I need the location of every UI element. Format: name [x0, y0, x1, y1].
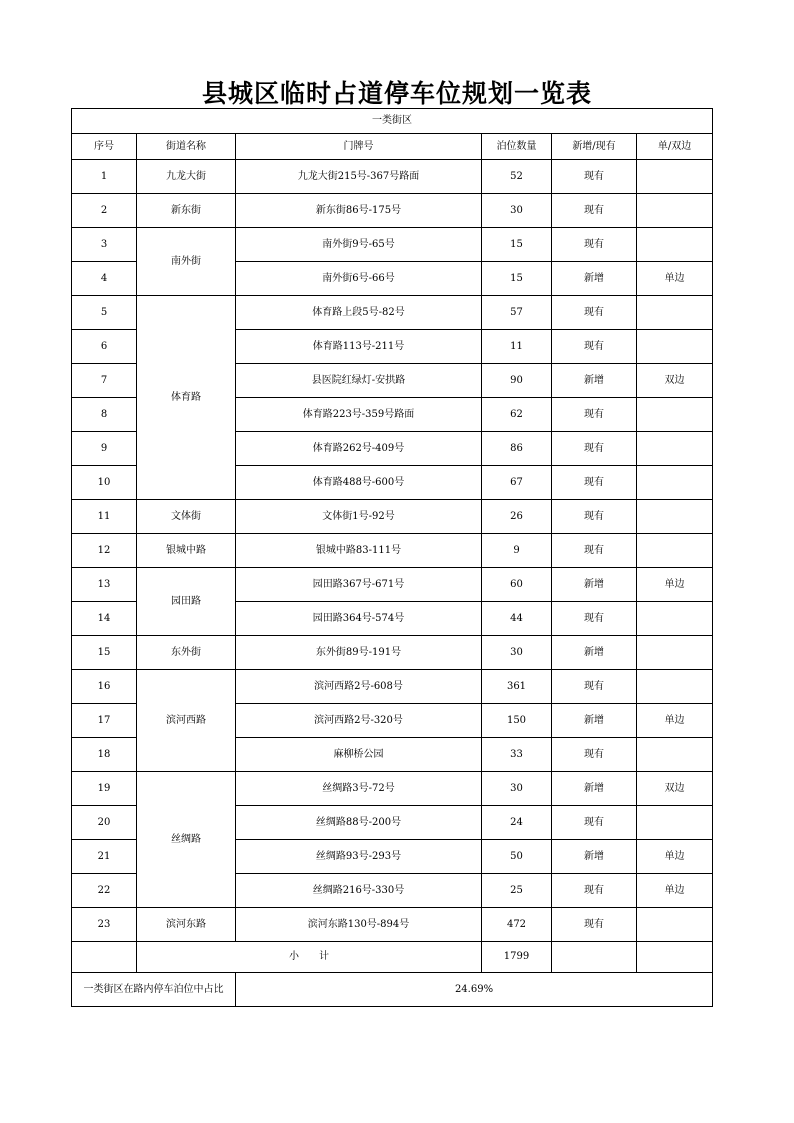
street-name: 南外街: [137, 228, 236, 296]
parking-count: 24: [482, 806, 552, 840]
street-name: 体育路: [137, 296, 236, 500]
row-number: 15: [72, 636, 137, 670]
header-address: 门牌号: [236, 134, 482, 160]
address: 丝绸路88号-200号: [236, 806, 482, 840]
street-name: 园田路: [137, 568, 236, 636]
parking-count: 50: [482, 840, 552, 874]
table-row: [72, 534, 713, 568]
status: 现有: [552, 296, 637, 330]
status: 现有: [552, 534, 637, 568]
status: 现有: [552, 908, 637, 942]
row-number: 22: [72, 874, 137, 908]
address: 体育路488号-600号: [236, 466, 482, 500]
table-row: [72, 500, 713, 534]
side: 双边: [637, 364, 713, 398]
address: 文体街1号-92号: [236, 500, 482, 534]
status: 现有: [552, 398, 637, 432]
side: [637, 432, 713, 466]
row-number: 11: [72, 500, 137, 534]
header-count: 泊位数量: [482, 134, 552, 160]
side: 单边: [637, 704, 713, 738]
row-number: 7: [72, 364, 137, 398]
side: [637, 398, 713, 432]
street-name: 银城中路: [137, 534, 236, 568]
subtotal-blank-type: [552, 942, 637, 973]
address: 银城中路83-111号: [236, 534, 482, 568]
status: 现有: [552, 670, 637, 704]
header-street: 街道名称: [137, 134, 236, 160]
row-number: 8: [72, 398, 137, 432]
parking-count: 15: [482, 262, 552, 296]
street-name: 滨河西路: [137, 670, 236, 772]
status: 新增: [552, 772, 637, 806]
row-number: 10: [72, 466, 137, 500]
row-number: 17: [72, 704, 137, 738]
status: 现有: [552, 466, 637, 500]
address: 丝绸路3号-72号: [236, 772, 482, 806]
parking-count: 33: [482, 738, 552, 772]
row-number: 6: [72, 330, 137, 364]
status: 新增: [552, 364, 637, 398]
row-number: 23: [72, 908, 137, 942]
side: [637, 296, 713, 330]
side: [637, 602, 713, 636]
side: 双边: [637, 772, 713, 806]
header-row: [72, 134, 713, 160]
parking-count: 30: [482, 772, 552, 806]
parking-count: 15: [482, 228, 552, 262]
parking-count: 11: [482, 330, 552, 364]
side: [637, 636, 713, 670]
side: [637, 228, 713, 262]
row-number: 12: [72, 534, 137, 568]
status: 现有: [552, 228, 637, 262]
status: 现有: [552, 330, 637, 364]
side: [637, 738, 713, 772]
status: 新增: [552, 568, 637, 602]
ratio-value: 24.69%: [236, 973, 713, 1007]
table-row: [72, 670, 713, 704]
parking-count: 30: [482, 636, 552, 670]
parking-count: 26: [482, 500, 552, 534]
street-name: 新东街: [137, 194, 236, 228]
table-row: [72, 160, 713, 194]
ratio-label: 一类街区在路内停车泊位中占比: [72, 973, 236, 1007]
status: 现有: [552, 806, 637, 840]
header-type: 新增/现有: [552, 134, 637, 160]
address: 体育路上段5号-82号: [236, 296, 482, 330]
side: [637, 500, 713, 534]
table-row: [72, 568, 713, 602]
parking-count: 57: [482, 296, 552, 330]
side: [637, 806, 713, 840]
side: [637, 534, 713, 568]
row-number: 14: [72, 602, 137, 636]
side: [637, 670, 713, 704]
parking-count: 90: [482, 364, 552, 398]
parking-count: 60: [482, 568, 552, 602]
address: 新东街86号-175号: [236, 194, 482, 228]
address: 丝绸路93号-293号: [236, 840, 482, 874]
status: 现有: [552, 500, 637, 534]
row-number: 9: [72, 432, 137, 466]
section-label: 一类街区: [72, 109, 713, 134]
street-name: 丝绸路: [137, 772, 236, 908]
parking-count: 67: [482, 466, 552, 500]
side: 单边: [637, 568, 713, 602]
parking-count: 9: [482, 534, 552, 568]
address: 丝绸路216号-330号: [236, 874, 482, 908]
row-number: 18: [72, 738, 137, 772]
address: 县医院红绿灯-安拱路: [236, 364, 482, 398]
address: 南外街6号-66号: [236, 262, 482, 296]
address: 东外街89号-191号: [236, 636, 482, 670]
subtotal-blank: [72, 942, 137, 973]
table-row: [72, 636, 713, 670]
address: 体育路262号-409号: [236, 432, 482, 466]
side: [637, 908, 713, 942]
row-number: 5: [72, 296, 137, 330]
row-number: 3: [72, 228, 137, 262]
row-number: 4: [72, 262, 137, 296]
side: 单边: [637, 262, 713, 296]
address: 九龙大街215号-367号路面: [236, 160, 482, 194]
street-name: 九龙大街: [137, 160, 236, 194]
table-row: [72, 296, 713, 330]
parking-count: 30: [482, 194, 552, 228]
status: 现有: [552, 160, 637, 194]
parking-table: [71, 108, 713, 1007]
table-row: [72, 194, 713, 228]
address: 麻柳桥公园: [236, 738, 482, 772]
status: 现有: [552, 194, 637, 228]
document-title: 县城区临时占道停车位规划一览表: [201, 79, 592, 108]
status: 新增: [552, 704, 637, 738]
parking-count: 25: [482, 874, 552, 908]
row-number: 16: [72, 670, 137, 704]
parking-count: 62: [482, 398, 552, 432]
row-number: 13: [72, 568, 137, 602]
address: 南外街9号-65号: [236, 228, 482, 262]
parking-count: 52: [482, 160, 552, 194]
side: [637, 160, 713, 194]
address: 体育路113号-211号: [236, 330, 482, 364]
side: [637, 194, 713, 228]
row-number: 20: [72, 806, 137, 840]
street-name: 文体街: [137, 500, 236, 534]
address: 滨河东路130号-894号: [236, 908, 482, 942]
side: [637, 466, 713, 500]
table-row: [72, 228, 713, 262]
address: 滨河西路2号-608号: [236, 670, 482, 704]
parking-count: 150: [482, 704, 552, 738]
address: 体育路223号-359号路面: [236, 398, 482, 432]
subtotal-row: [72, 942, 713, 973]
side: 单边: [637, 874, 713, 908]
table-row: [72, 908, 713, 942]
status: 新增: [552, 636, 637, 670]
header-no: 序号: [72, 134, 137, 160]
side: 单边: [637, 840, 713, 874]
street-name: 滨河东路: [137, 908, 236, 942]
subtotal-count: 1799: [482, 942, 552, 973]
row-number: 19: [72, 772, 137, 806]
subtotal-label: 小 计: [137, 942, 482, 973]
parking-count: 86: [482, 432, 552, 466]
row-number: 21: [72, 840, 137, 874]
table-row: [72, 772, 713, 806]
row-number: 1: [72, 160, 137, 194]
status: 现有: [552, 738, 637, 772]
address: 园田路367号-671号: [236, 568, 482, 602]
side: [637, 330, 713, 364]
status: 现有: [552, 874, 637, 908]
parking-count: 361: [482, 670, 552, 704]
address: 园田路364号-574号: [236, 602, 482, 636]
header-side: 单/双边: [637, 134, 713, 160]
address: 滨河西路2号-320号: [236, 704, 482, 738]
street-name: 东外街: [137, 636, 236, 670]
status: 新增: [552, 840, 637, 874]
section-row: [72, 109, 713, 134]
parking-count: 44: [482, 602, 552, 636]
subtotal-blank-side: [637, 942, 713, 973]
status: 现有: [552, 602, 637, 636]
status: 现有: [552, 432, 637, 466]
status: 新增: [552, 262, 637, 296]
parking-count: 472: [482, 908, 552, 942]
row-number: 2: [72, 194, 137, 228]
ratio-row: [72, 973, 713, 1007]
